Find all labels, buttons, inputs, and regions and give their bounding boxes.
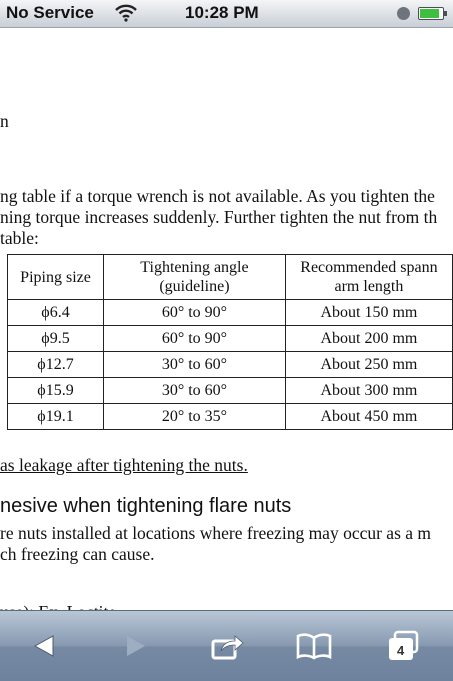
table-row [8,300,453,326]
tightening-table [7,254,453,430]
table-cell: 60° to 90° [104,300,286,326]
table-header-row [8,255,453,300]
table-row [8,378,453,404]
table-cell: 60° to 90° [104,326,286,352]
clock: 10:28 PM [185,3,259,22]
table-cell: 30° to 60° [104,378,286,404]
wifi-icon [115,4,137,22]
back-button[interactable] [24,627,64,665]
orientation-lock-icon [397,7,410,20]
bookmarks-book-icon [296,632,332,660]
share-button[interactable] [208,627,248,665]
table-cell: ϕ19.1 [8,404,104,430]
table-cell: About 150 mm [285,300,452,326]
forward-button[interactable] [116,627,156,665]
table-cell: About 450 mm [285,404,452,430]
carrier-label: No Service [6,3,94,22]
table-row [8,352,453,378]
text-line: n [0,111,9,131]
table-cell: 30° to 60° [104,352,286,378]
table-row [8,404,453,430]
tabs-icon [386,630,420,662]
table-cell: ϕ6.4 [8,300,104,326]
table-cell: 20° to 35° [104,404,286,430]
table-cell: About 300 mm [285,378,452,404]
table-cell: ϕ15.9 [8,378,104,404]
forward-arrow-icon [123,633,149,659]
text-line: ng table if a torque wrench is not available. As you tighten the [0,186,435,206]
back-arrow-icon [31,633,57,659]
battery-icon [418,7,444,20]
bookmarks-button[interactable] [294,627,334,665]
section-heading: nesive when tightening flare nuts [0,495,292,517]
table-cell: About 250 mm [285,352,452,378]
document-page[interactable] [0,28,453,610]
table-cell: ϕ9.5 [8,326,104,352]
tabs-button[interactable] [383,627,423,665]
text-line: ch freezing can cause. [0,544,155,564]
share-icon [211,631,245,661]
table-cell: ϕ12.7 [8,352,104,378]
tab-count: 4 [397,643,405,658]
table-cell: About 200 mm [285,326,452,352]
table-header-cell: Piping size [8,255,104,300]
text-line: ning torque increases suddenly. Further tighten the nut from th [0,207,438,227]
status-bar [0,0,453,28]
table-header-cell: Recommended spann arm length [285,255,452,300]
safari-toolbar [0,610,453,681]
text-line: as leakage after tightening the nuts. [0,455,248,475]
table-row [8,326,453,352]
text-line: table: [0,228,39,248]
text-line: re nuts installed at locations where freezing may occur as a m [0,523,432,543]
table-header-cell: Tightening angle (guideline) [104,255,286,300]
